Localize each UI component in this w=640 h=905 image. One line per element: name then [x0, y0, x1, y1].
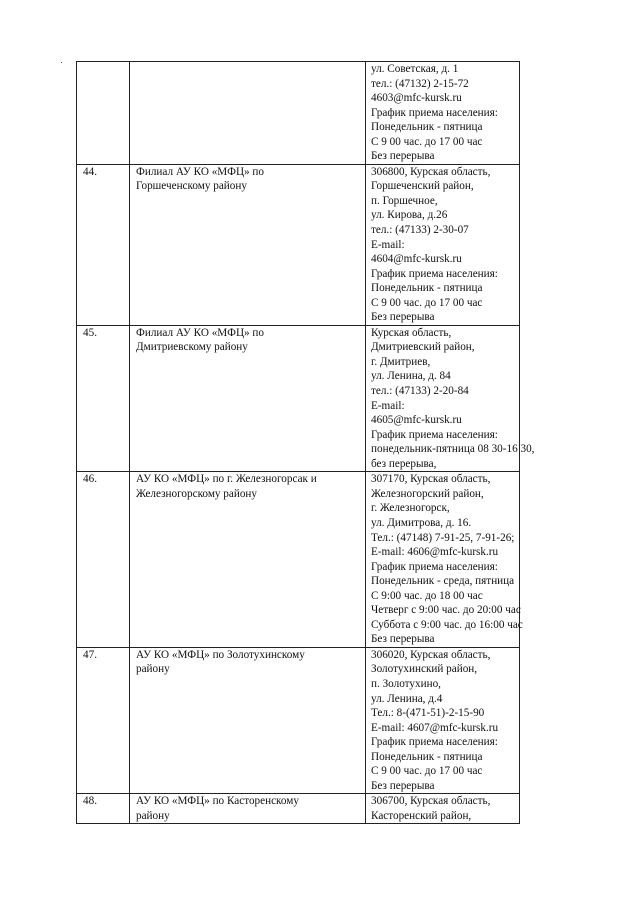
table-row — [77, 794, 520, 824]
address-line: Суббота с 9:00 час. до 16:00 час — [371, 618, 523, 631]
table-row — [77, 325, 520, 471]
address-schedule-cell — [366, 794, 520, 824]
address-line: 306020, Курская область, — [371, 648, 491, 661]
branch-name-line: АУ КО «МФЦ» по Касторенскому — [136, 795, 299, 808]
branch-name-line: Горшеченскому району — [136, 180, 247, 193]
address-line: тел.: (47133) 2-20-84 — [371, 385, 469, 398]
branch-name-line: району — [136, 663, 170, 676]
row-number: 48. — [77, 794, 130, 824]
address-line: 4603@mfc-kursk.ru — [371, 92, 462, 105]
address-line: Понедельник - пятница — [371, 121, 483, 134]
address-line: 4605@mfc-kursk.ru — [371, 414, 462, 427]
table-row — [77, 647, 520, 793]
address-schedule-cell — [366, 62, 520, 165]
address-line: Золотухинский район, — [371, 663, 478, 676]
address-line: E-mail: 4606@mfc-kursk.ru — [371, 546, 499, 559]
address-line: Понедельник - пятница — [371, 750, 483, 763]
address-line: Без перерыва — [371, 779, 435, 792]
scan-speck — [61, 62, 62, 63]
table-row — [77, 164, 520, 325]
branch-name-cell — [130, 647, 366, 793]
branch-name-line: АУ КО «МФЦ» по г. Железногорсак и — [136, 473, 317, 486]
address-line: E-mail: — [371, 238, 405, 251]
row-number: 46. — [77, 472, 130, 648]
address-line: п. Золотухино, — [371, 677, 441, 690]
mfc-branches-table — [76, 61, 535, 824]
branch-name-cell — [130, 472, 366, 648]
address-line: г. Железногорск, — [371, 502, 450, 515]
branch-name-line: Железногорскому району — [136, 487, 258, 500]
address-line: г. Дмитриев, — [371, 355, 431, 368]
branch-name-cell — [130, 794, 366, 824]
address-line: Без перерыва — [371, 633, 435, 646]
address-line: Четверг с 9:00 час. до 20:00 час — [371, 604, 521, 617]
address-line: Без перерыва — [371, 311, 435, 324]
address-line: С 9 00 час. до 17 00 час — [371, 296, 483, 309]
address-schedule-cell — [366, 164, 520, 325]
address-line: График приема населения: — [371, 736, 498, 749]
address-line: Дмитриевский район, — [371, 341, 475, 354]
address-line: Понедельник - среда, пятница — [371, 575, 515, 588]
branch-name-line: району — [136, 809, 170, 822]
address-line: ул. Кирова, д.26 — [371, 209, 448, 222]
address-line: Железногорский район, — [371, 487, 484, 500]
address-line: Касторенский район, — [371, 809, 472, 822]
address-line: 4604@mfc-kursk.ru — [371, 253, 462, 266]
address-line: Тел.: 8-(471-51)-2-15-90 — [371, 707, 485, 720]
address-line: ул. Ленина, д.4 — [371, 692, 443, 705]
address-line: E-mail: — [371, 399, 405, 412]
branch-name-line: Филиал АУ КО «МФЦ» по — [136, 326, 264, 339]
address-line: График приема населения: — [371, 267, 498, 280]
address-schedule-cell — [366, 647, 520, 793]
branch-name-cell — [130, 325, 366, 471]
address-line: тел.: (47133) 2-30-07 — [371, 224, 469, 237]
address-line: График приема населения: — [371, 560, 498, 573]
address-line: ул. Советская, д. 1 — [371, 63, 459, 75]
branch-name-cell — [130, 62, 366, 165]
address-line: тел.: (47132) 2-15-72 — [371, 77, 469, 90]
branch-name-cell — [130, 164, 366, 325]
address-line: Тел.: (47148) 7-91-25, 7-91-26; — [371, 531, 515, 544]
address-line: п. Горшечное, — [371, 194, 438, 207]
address-line: 306800, Курская область, — [371, 165, 491, 178]
row-number: 44. — [77, 164, 130, 325]
address-line: ул. Димитрова, д. 16. — [371, 516, 472, 529]
address-line: С 9:00 час. до 18 00 час — [371, 589, 483, 602]
address-line: Курская область, — [371, 326, 452, 339]
branch-name-line: АУ КО «МФЦ» по Золотухинскому — [136, 648, 305, 661]
row-number — [77, 62, 130, 165]
address-line: График приема населения: — [371, 428, 498, 441]
address-line: 307170, Курская область, — [371, 473, 491, 486]
table-row — [77, 62, 520, 165]
row-number: 47. — [77, 647, 130, 793]
address-line: С 9 00 час. до 17 00 час — [371, 765, 483, 778]
address-line: понедельник-пятница 08 30-16 30, — [371, 443, 535, 456]
address-line: Горшеченский район, — [371, 180, 474, 193]
address-schedule-cell — [366, 472, 523, 648]
branch-name-line: Дмитриевскому району — [136, 341, 248, 354]
address-line: без перерыва, — [371, 457, 437, 470]
address-line: С 9 00 час. до 17 00 час — [371, 135, 483, 148]
address-line: График приема населения: — [371, 106, 498, 119]
address-line: Без перерыва — [371, 150, 435, 163]
address-line: Понедельник - пятница — [371, 282, 483, 295]
address-line: E-mail: 4607@mfc-kursk.ru — [371, 721, 499, 734]
address-line: ул. Ленина, д. 84 — [371, 370, 451, 383]
address-line: 306700, Курская область, — [371, 795, 491, 808]
table-body — [77, 62, 535, 824]
branch-name-line: Филиал АУ КО «МФЦ» по — [136, 165, 264, 178]
row-number: 45. — [77, 325, 130, 471]
table-row — [77, 472, 520, 648]
address-schedule-cell — [366, 325, 535, 471]
